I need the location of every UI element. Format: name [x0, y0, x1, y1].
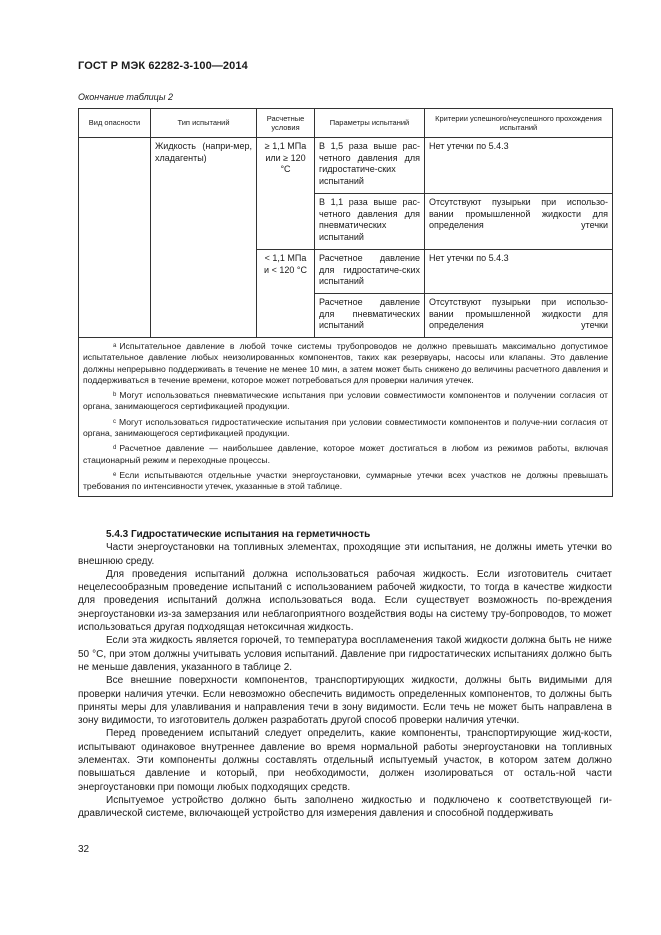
criteria-cell: Нет утечки по 5.4.3 — [425, 138, 613, 194]
footnote — [83, 443, 608, 466]
header-test-type: Тип испытаний — [151, 109, 257, 138]
test-type-cell: Жидкость (напри-мер, хладагенты) — [151, 138, 257, 338]
header-pass-criteria: Критерии успешного/неуспешного прохождения испытаний — [425, 109, 613, 138]
footnote — [83, 390, 608, 413]
paragraph: Для проведения испытаний должна использоваться рабочая жидкость. Если изготовитель считает нецелесообразным проведение испытаний с использованием рабочей жидкости, то тогда в качестве жидкости для проведения испытаний должна использоваться вода. Если существует возможность по-вреждения энергоустановки из-за замерзания или неблагоприятного воздействия воды на систему тру-бопроводов, то может использоваться другая подходящая нетоксичная жидкость. — [78, 568, 612, 634]
param-cell: Расчетное давление для пневматических испытаний — [315, 294, 425, 338]
footnote-text: Могут использоваться пневматические испытания при условии совместимости компонентов и получении согласия от органа, занимающегося сертификацией продукции. — [83, 390, 608, 412]
criteria-cell: Отсутствуют пузырьки при использо-вании промышленной жидкости для определения утечки — [425, 194, 613, 250]
table-row — [79, 138, 613, 194]
page-number: 32 — [78, 844, 90, 855]
header-hazard-type: Вид опасности — [79, 109, 151, 138]
criteria-cell: Нет утечки по 5.4.3 — [425, 250, 613, 294]
param-cell: Расчетное давление для гидростатиче-ских испытаний — [315, 250, 425, 294]
footnote — [83, 341, 608, 386]
footnote-text: Могут использоваться гидростатические испытания при условии совместимости компонентов и получе-нии согласия от органа, занимающегося сертификацией продукции. — [83, 416, 608, 439]
paragraph: Все внешние поверхности компонентов, транспортирующих жидкости, должны быть видимыми для проверки наличия утечки. Если невозможно обеспечить видимость определенных компонентов, то должны быть приняты меры для улавливания и направления течи в зону видимости. Если течь не может быть направлена в зону видимости, то изготовитель должен разработать другой способ проверки наличия утечки. — [78, 675, 612, 727]
footnote-mark: e — [113, 471, 117, 478]
footnote-text: Испытательное давление в любой точке системы трубопроводов не должно превышать максимально допустимое испытательное давление любых неизолированных компонентов, таких как резервуары, насосы или клапаны. Это давление должны непрерывно поддерживать в течение не менее 10 мин, а затем может быть снижено до величины расчетного давления и поддерживаться в течение времени, которое может потребоваться для проверки наличия утечек. — [83, 341, 608, 385]
footnote — [83, 470, 608, 493]
hazard-cell — [79, 138, 151, 338]
param-cell: В 1,1 раза выше рас-четного давления для пневматических испытаний — [315, 194, 425, 250]
paragraph: Части энергоустановки на топливных элементах, проходящие эти испытания, не должны иметь утечки во внешнюю среду. — [78, 542, 612, 567]
param-cell: В 1,5 раза выше рас-четного давления для гидростатиче-ских испытаний — [315, 138, 425, 194]
document-header: ГОСТ Р МЭК 62282-3-100—2014 — [78, 60, 248, 72]
section-title: 5.4.3 Гидростатические испытания на герметичность — [106, 529, 371, 540]
condition-low-cell: < 1,1 МПа и < 120 °С — [257, 250, 315, 338]
header-design-conditions: Расчетные условия — [257, 109, 315, 138]
paragraph: Если эта жидкость является горючей, то температура воспламенения такой жидкости должна быть не ниже 50 °С, при этом должны учитывать условия испытаний. Давление при гидростатических испытаниях должно быть не меньше давления, указанного в таблице 2. — [78, 635, 612, 673]
requirements-table — [78, 108, 613, 497]
table-notes-row — [79, 338, 613, 497]
footnote-text: Если испытываются отдельные участки энергоустановки, суммарные утечки всех участков не должны превышать требования по интенсивности утечек, указанные в этой таблице. — [83, 469, 608, 492]
criteria-cell: Отсутствуют пузырьки при использо-вании промышленной жидкости для определения утечки — [425, 294, 613, 338]
section-body — [78, 528, 612, 821]
footnote-mark: a — [113, 343, 117, 349]
table-caption: Окончание таблицы 2 — [78, 92, 173, 102]
footnote-mark: c — [113, 418, 116, 425]
condition-high-cell: ≥ 1,1 МПа или ≥ 120 °С — [257, 138, 315, 250]
table-header-row — [79, 109, 613, 138]
header-test-parameters: Параметры испытаний — [315, 109, 425, 138]
footnote-text: Расчетное давление — наибольшее давление, которое может достигаться в любом из режимов работы, включая стационарный режим и переходные процессы. — [83, 443, 608, 465]
footnote-mark: d — [113, 445, 117, 452]
table-notes — [79, 338, 613, 497]
paragraph: Испытуемое устройство должно быть заполнено жидкостью и подключено к соответствующей ги-дравлической системе, включающей устройство для измерения давления и способной поддерживать — [78, 794, 612, 820]
footnote-mark: b — [113, 392, 117, 399]
paragraph: Перед проведением испытаний следует определить, какие компоненты, транспортирующие жид-кости, испытывают одинаковое внутреннее давление во время нормальной работы энергоустановки на топливных элементах. Эти компоненты должны составлять отдельный испытуемый участок, в котором затем должно повышаться давление и который, при необходимости, должен изолироваться от осталь-ной части энергоустановки при помощи любых подходящих средств. — [78, 728, 612, 793]
footnote — [83, 417, 608, 440]
